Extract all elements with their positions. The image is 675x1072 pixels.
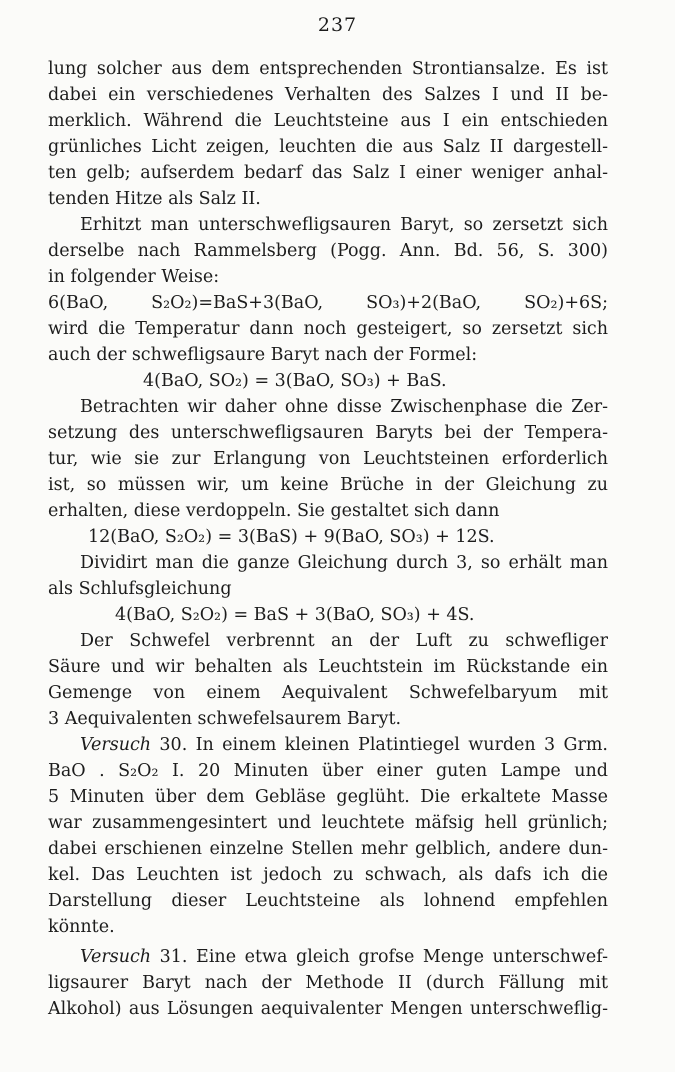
text-line: dabei ein verschiedenes Verhalten des Salzes I und II be- [48, 85, 608, 105]
text-line: dabei erschienen einzelne Stellen mehr gelblich, andere dun- [48, 839, 608, 859]
text-line: Säure und wir behalten als Leuchtstein im Rückstande ein [48, 657, 608, 677]
text-line: in folgender Weise: [48, 267, 220, 287]
text-line: erhalten, diese verdoppeln. Sie gestaltet sich dann [48, 501, 500, 521]
text-line: kel. Das Leuchten ist jedoch zu schwach, als dafs ich die [48, 865, 608, 885]
text-line: Alkohol) aus Lösungen aequivalenter Mengen unterschweflig- [48, 999, 608, 1019]
formula-line: 6(BaO, S₂O₂)=BaS+3(BaO, SO₃)+2(BaO, SO₂)+6S; [48, 293, 608, 313]
text-line: Versuch 31. Eine etwa gleich grofse Menge unterschwef- [80, 947, 608, 967]
text-line: Darstellung dieser Leuchtsteine als lohnend empfehlen [48, 891, 608, 911]
page-number: 237 [317, 14, 358, 36]
text-line: tur, wie sie zur Erlangung von Leuchtsteinen erforderlich [48, 449, 608, 469]
text-line: Der Schwefel verbrennt an der Luft zu schwefliger [80, 631, 608, 651]
text-line: 5 Minuten über dem Gebläse geglüht. Die erkaltete Masse [48, 787, 608, 807]
text-line: merklich. Während die Leuchtsteine aus I ein entschieden [48, 111, 608, 131]
text-line: grünliches Licht zeigen, leuchten die aus Salz II dargestell- [48, 137, 608, 157]
formula-line: 4(BaO, S₂O₂) = BaS + 3(BaO, SO₃) + 4S. [115, 605, 475, 625]
text-line: ten gelb; aufserdem bedarf das Salz I einer weniger anhal- [48, 163, 608, 183]
text-line: Erhitzt man unterschwefligsauren Baryt, so zersetzt sich [80, 215, 608, 235]
text-line: Gemenge von einem Aequivalent Schwefelbaryum mit [48, 683, 608, 703]
experiment-label: Versuch [80, 735, 152, 755]
formula-line: 12(BaO, S₂O₂) = 3(BaS) + 9(BaO, SO₃) + 12S. [88, 527, 495, 547]
text-line: als Schlufsgleichung [48, 579, 232, 599]
formula-line: 4(BaO, SO₂) = 3(BaO, SO₃) + BaS. [143, 371, 447, 391]
text-line: tenden Hitze als Salz II. [48, 189, 261, 209]
text-line: wird die Temperatur dann noch gesteigert, so zersetzt sich [48, 319, 608, 339]
text-line: Betrachten wir daher ohne disse Zwischenphase die Zer- [80, 397, 608, 417]
text-line: derselbe nach Rammelsberg (Pogg. Ann. Bd. 56, S. 300) [48, 241, 608, 261]
text-line: Versuch 30. In einem kleinen Platintiegel wurden 3 Grm. [80, 735, 608, 755]
text-line: war zusammengesintert und leuchtete mäfsig hell grünlich; [48, 813, 608, 833]
text-line: Dividirt man die ganze Gleichung durch 3, so erhält man [80, 553, 608, 573]
text-line: ist, so müssen wir, um keine Brüche in der Gleichung zu [48, 475, 608, 495]
text-line: setzung des unterschwefligsauren Baryts bei der Tempera- [48, 423, 608, 443]
experiment-label: Versuch [80, 947, 152, 967]
text-line: BaO . S₂O₂ I. 20 Minuten über einer guten Lampe und [48, 761, 608, 781]
text-line: könnte. [48, 917, 115, 937]
text-line: ligsaurer Baryt nach der Methode II (durch Fällung mit [48, 973, 608, 993]
text-line: auch der schwefligsaure Baryt nach der Formel: [48, 345, 478, 365]
text-line: 3 Aequivalenten schwefelsaurem Baryt. [48, 709, 402, 729]
text-line: lung solcher aus dem entsprechenden Strontiansalze. Es ist [48, 59, 608, 79]
